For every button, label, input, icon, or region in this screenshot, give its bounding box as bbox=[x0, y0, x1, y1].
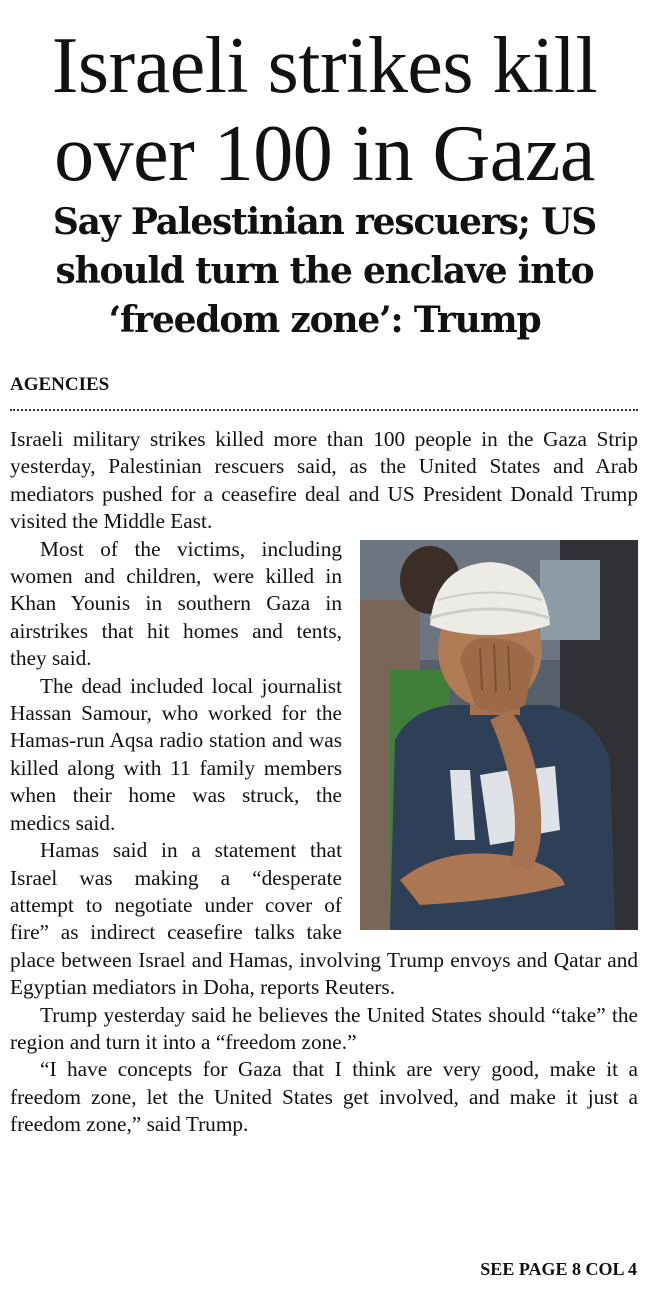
article-paragraph: Hamas said in a statement that Israel was making a “desperate attempt to negotiate under cover of fire” as indirect ceasefire talks take place between Israel and Hamas, involving Trump envoys and Qatar and Egyptian mediators in Doha, reports Reuters. bbox=[10, 838, 638, 1000]
article-photo bbox=[360, 540, 638, 930]
article-paragraph: “I have concepts for Gaza that I think are very good, make it a freedom zone, let the United States get involved, and make it just a freedom zone,” said Trump. bbox=[10, 1057, 638, 1137]
headline: Israeli strikes kill over 100 in Gaza bbox=[51, 22, 598, 198]
article-paragraph: Israeli military strikes killed more than 100 people in the Gaza Strip yesterday, Palestinian rescuers said, as the United States and Arab mediators pushed for a ceasefire deal and US President Donald Trump visited the Middle East. bbox=[10, 427, 638, 534]
article-paragraph: Most of the victims, including women and children, were killed in Khan Younis in southern Gaza in airstrikes that hit homes and tents, they said. bbox=[10, 536, 342, 671]
article-paragraph: Trump yesterday said he believes the United States should “take” the region and turn it into a “freedom zone.” bbox=[10, 1002, 638, 1054]
subheadline: Say Palestinian rescuers; US should turn the enclave into ‘freedom zone’: Trump bbox=[52, 201, 597, 341]
continuation-line: SEE PAGE 8 COL 4 bbox=[480, 1259, 637, 1279]
article-paragraph: The dead included local journalist Hassan Samour, who worked for the Hamas-run Aqsa radio station and was killed along with 11 family members when their home was struck, the medics said. bbox=[10, 673, 342, 835]
byline: AGENCIES bbox=[10, 374, 110, 395]
article-body bbox=[10, 426, 638, 1139]
dotted-divider bbox=[10, 409, 638, 411]
